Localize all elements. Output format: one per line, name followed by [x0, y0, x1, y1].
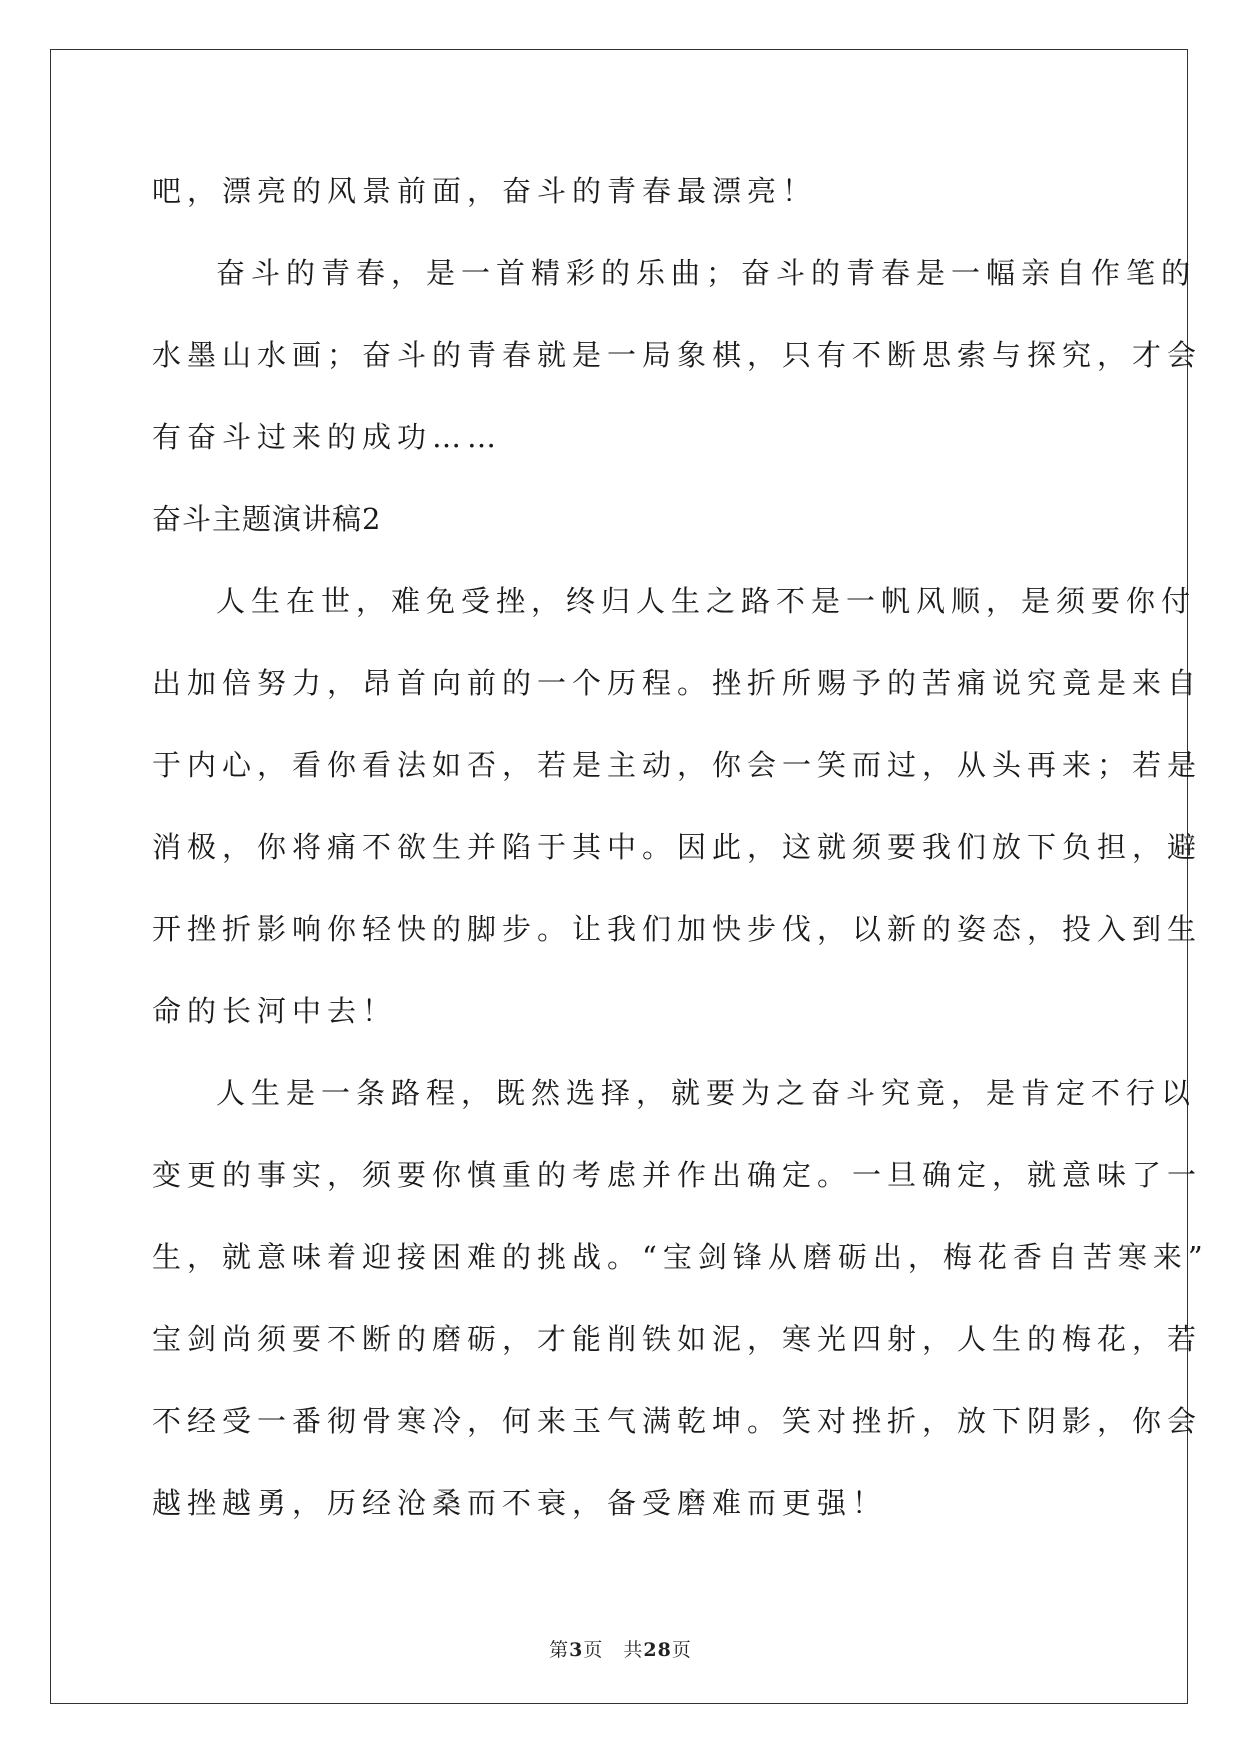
text-line: 吧，漂亮的风景前面，奋斗的青春最漂亮！ [152, 174, 818, 208]
text-line: 有奋斗过来的成功…… [152, 420, 503, 454]
text-line: 出加倍努力，昂首向前的一个历程。挫折所赐予的苦痛说究竟是来自 [152, 666, 1203, 700]
text-line: 宝剑尚须要不断的磨砺，才能削铁如泥，寒光四射，人生的梅花，若 [152, 1322, 1203, 1356]
text-line: 水墨山水画；奋斗的青春就是一局象棋，只有不断思索与探究，才会 [152, 338, 1203, 372]
paragraph-start-line: 奋斗的青春，是一首精彩的乐曲；奋斗的青春是一幅亲自作笔的 [216, 256, 1197, 290]
paragraph-start-line: 人生是一条路程，既然选择，就要为之奋斗究竟，是肯定不行以 [216, 1076, 1197, 1110]
text-line: 生，就意味着迎接困难的挑战。“宝剑锋从磨砺出，梅花香自苦寒来” [152, 1240, 1209, 1274]
total-prefix: 共 [623, 1639, 644, 1661]
page-footer [0, 1635, 1241, 1662]
total-suffix: 页 [671, 1639, 692, 1661]
text-line: 不经受一番彻骨寒冷，何来玉气满乾坤。笑对挫折，放下阴影，你会 [152, 1404, 1203, 1438]
text-line: 越挫越勇，历经沧桑而不衰，备受磨难而更强！ [152, 1486, 888, 1520]
section-heading: 奋斗主题演讲稿2 [152, 502, 382, 536]
text-line: 开挫折影响你轻快的脚步。让我们加快步伐，以新的姿态，投入到生 [152, 912, 1203, 946]
total-pages: 28 [643, 1639, 672, 1661]
text-line: 于内心，看你看法如否，若是主动，你会一笑而过，从头再来；若是 [152, 748, 1203, 782]
paragraph-start-line: 人生在世，难免受挫，终归人生之路不是一帆风顺，是须要你付 [216, 584, 1197, 618]
page-suffix: 页 [583, 1639, 604, 1661]
page-number: 3 [569, 1639, 584, 1661]
text-line: 命的长河中去！ [152, 994, 398, 1028]
text-line: 变更的事实，须要你慎重的考虑并作出确定。一旦确定，就意味了一 [152, 1158, 1203, 1192]
text-line: 消极，你将痛不欲生并陷于其中。因此，这就须要我们放下负担，避 [152, 830, 1203, 864]
document-body [152, 166, 1209, 1560]
page-prefix: 第 [549, 1639, 570, 1661]
